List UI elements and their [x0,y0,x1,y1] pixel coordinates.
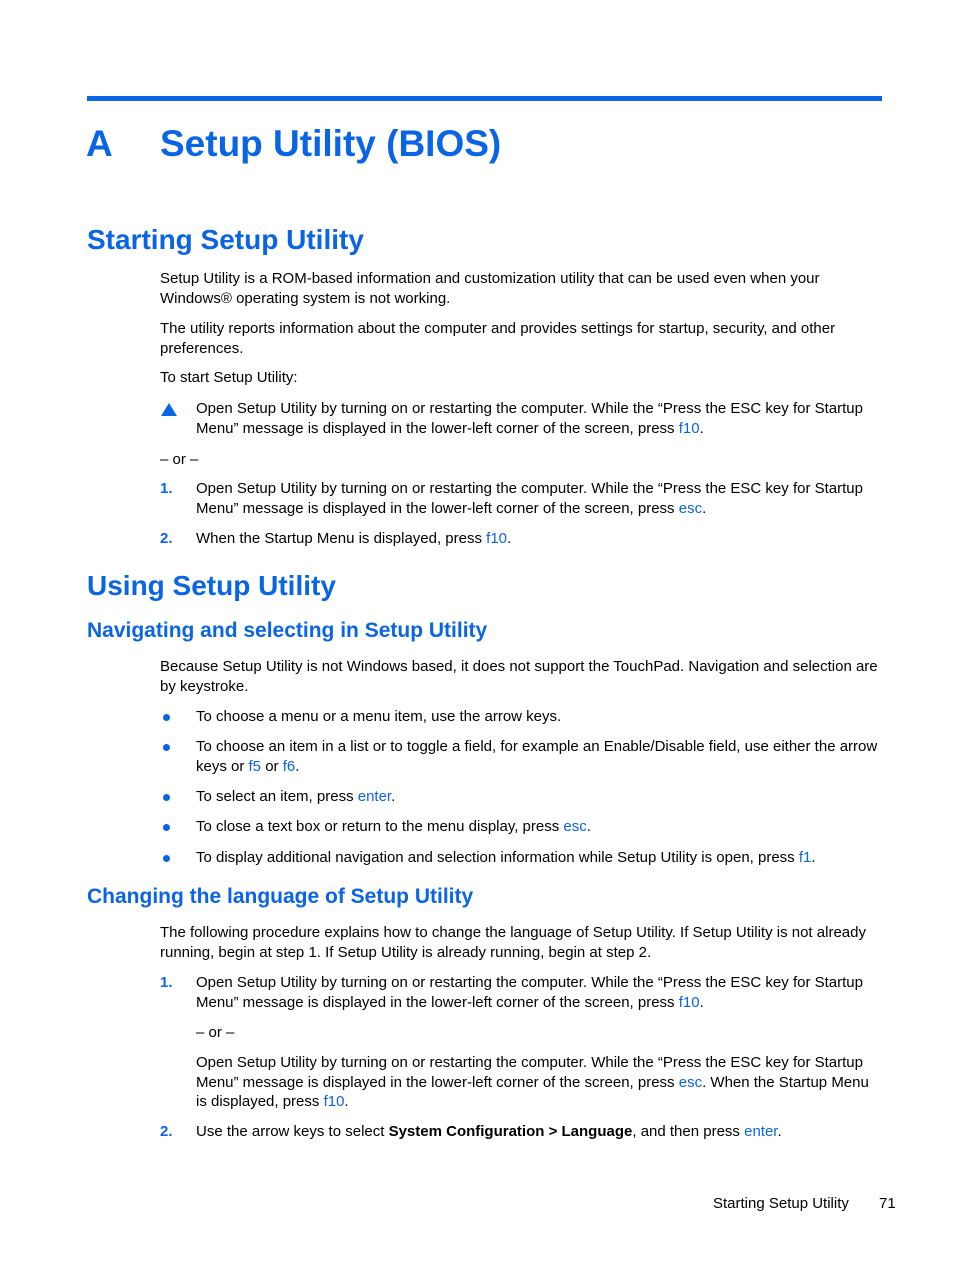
bullet-icon [163,714,170,721]
bullet-icon [163,744,170,751]
key-f10: f10 [486,530,508,547]
or-separator: – or – [160,451,199,468]
step-text: Open Setup Utility by turning on or restarting the computer. While the “Press the ESC key for Startup Menu” message is displayed in the lower-left corner of the screen, press esc. [196,480,863,517]
chapter-rule [87,96,882,101]
step-text: Open Setup Utility by turning on or restarting the computer. While the “Press the ESC key for Startup Menu” message is displayed in the lower-left corner of the screen, press f10. [196,974,863,1011]
key-enter: enter [357,788,392,805]
footer-section: Starting Setup Utility [713,1195,849,1212]
bullet-text: To choose a menu or a menu item, use the arrow keys. [196,708,562,725]
key-f6: f6 [282,757,296,775]
key-esc: esc [563,818,587,835]
step-number: 2. [160,1123,173,1140]
menu-path: System Configuration > Language [388,1123,633,1140]
paragraph: The following procedure explains how to change the language of Setup Utility. If Setup Utility is not already running, begin at step 1. If Setup Utility is already running, begin at step 2. [160,924,866,961]
bullet-text: To display additional navigation and selection information while Setup Utility is open, press f1. [196,849,816,866]
chapter-letter: A [86,123,113,164]
step-number: 1. [160,974,173,991]
paragraph: The utility reports information about the computer and provides settings for startup, security, and other preferences. [160,320,836,357]
key-enter: enter [744,1123,778,1140]
paragraph: To start Setup Utility: [160,369,298,386]
bullet-text: To close a text box or return to the menu display, press esc. [196,818,591,835]
or-separator: – or – [196,1024,235,1041]
paragraph: Because Setup Utility is not Windows based, it does not support the TouchPad. Navigation and selection are by keystroke. [160,658,878,695]
heading-navigating: Navigating and selecting in Setup Utility [87,619,488,642]
key-f10: f10 [323,1093,345,1110]
page-number: 71 [879,1195,896,1212]
step-text: When the Startup Menu is displayed, press f10. [196,530,512,547]
key-f10: f10 [678,993,700,1011]
bullet-icon [163,855,170,862]
key-f5: f5 [248,757,262,775]
heading-starting-setup-utility: Starting Setup Utility [87,224,364,255]
bullet-text: To choose an item in a list or to toggle a field, for example an Enable/Disable field, use either the arrow keys or f5 or f6. [196,738,878,775]
bullet-icon [163,824,170,831]
step-number: 2. [160,530,173,547]
bullet-icon [163,794,170,801]
heading-using-setup-utility: Using Setup Utility [87,570,336,601]
bullet-text: To select an item, press enter. [196,788,396,805]
key-esc: esc [678,499,703,517]
step-number: 1. [160,480,173,497]
key-f10: f10 [678,419,700,437]
heading-changing-language: Changing the language of Setup Utility [87,885,474,908]
warning-triangle-icon [161,403,177,416]
warning-text: Open Setup Utility by turning on or restarting the computer. While the “Press the ESC key for Startup Menu” message is displayed in the lower-left corner of the screen, press f10. [196,400,863,437]
key-esc: esc [678,1073,703,1091]
chapter-title: Setup Utility (BIOS) [160,123,502,164]
key-f1: f1 [798,849,812,866]
step-text: Use the arrow keys to select System Configuration > Language, and then press enter. [196,1123,782,1140]
alternative-text: Open Setup Utility by turning on or restarting the computer. While the “Press the ESC key for Startup Menu” message is displayed in the lower-left corner of the screen, press esc. When the Startup Menu is displayed, press f10. [196,1054,869,1110]
paragraph: Setup Utility is a ROM-based information and customization utility that can be used even when your Windows® operating system is not working. [160,270,820,307]
